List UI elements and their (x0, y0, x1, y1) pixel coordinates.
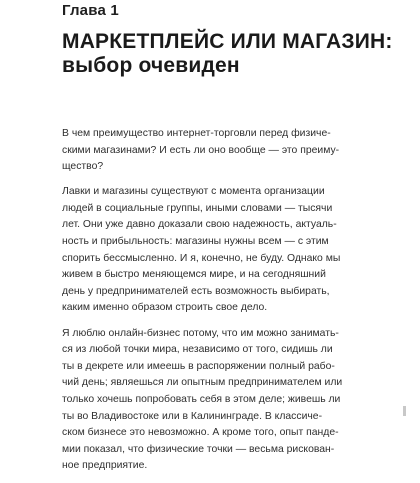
chapter-title-line-2: выбор очевиден (62, 54, 240, 77)
text-line: чий день; являешься ли опытным предпринимателем или (62, 377, 343, 389)
chapter-title-line-1: МАРКЕТПЛЕЙС ИЛИ МАГАЗИН: (62, 30, 393, 53)
text-line: скими магазинами? И есть ли оно вообще — это преиму- (62, 144, 340, 156)
text-line: ность и прибыльность: магазины нужны всем — с этим (62, 236, 329, 248)
text-line: день у предпринимателей есть возможность выбирать, (62, 285, 330, 297)
paragraph-1 (62, 126, 362, 176)
text-line: Я люблю онлайн-бизнес потому, что им можно занимать- (62, 327, 339, 339)
paragraph-2 (62, 184, 362, 317)
text-line: ты во Владивостоке или в Калининграде. В классиче- (62, 410, 323, 422)
chapter-label: Глава 1 (62, 2, 119, 19)
paragraph-3 (62, 326, 362, 475)
text-line: Лавки и магазины существуют с момента организации (62, 186, 325, 198)
text-line: спорить бессмысленно. И я, конечно, не буду. Однако мы (62, 252, 341, 264)
text-line: каким именно образом строить свое дело. (62, 302, 268, 314)
text-line: ся из любой точки мира, независимо от того, сидишь ли (62, 344, 333, 356)
text-line: лет. Они уже давно доказали свою надежность, актуаль- (62, 219, 337, 231)
text-line: только хочешь попробовать себя в этом деле; живешь ли (62, 393, 341, 405)
text-line: ты в декрете или имеешь в распоряжении полный рабо- (62, 360, 335, 372)
text-line: В чем преимущество интернет-торговли перед физиче- (62, 128, 331, 139)
text-line: живем в быстро меняющемся мире, и на сегодняшний (62, 269, 326, 281)
text-line: ное предприятие. (62, 460, 148, 472)
chapter-title (62, 30, 393, 78)
text-line: мии показал, что физические точки — весьма рискован- (62, 443, 335, 455)
text-line: щество? (62, 161, 104, 173)
page-edge-marker (403, 406, 406, 416)
text-line: ском бизнесе это невозможно. А кроме того, опыт панде- (62, 427, 339, 439)
text-line: людей в социальные группы, иными словами — тысячи (62, 202, 333, 214)
body-text (62, 126, 362, 483)
